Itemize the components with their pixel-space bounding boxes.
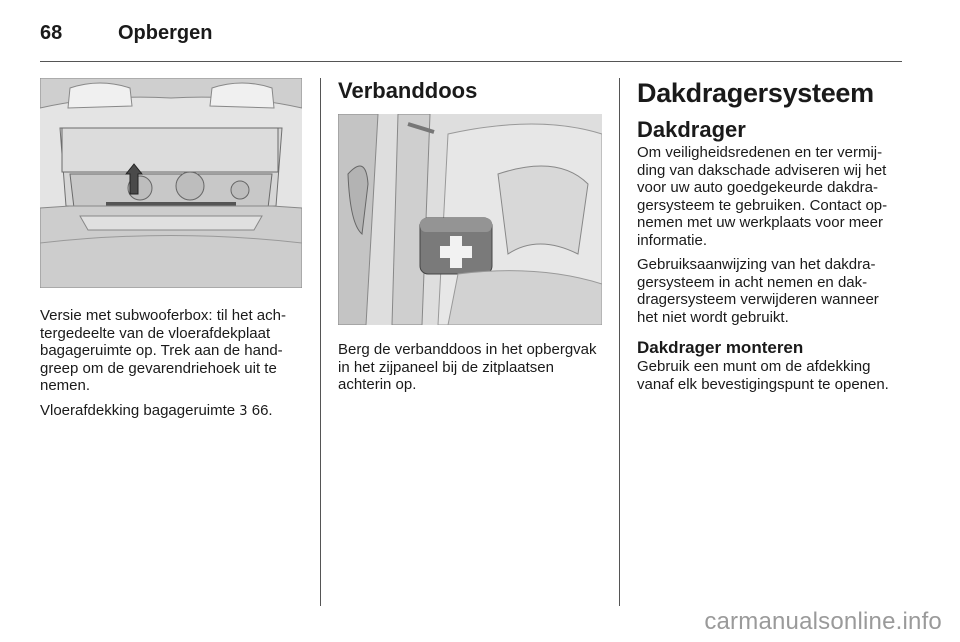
subheading-roof-rack: Dakdrager (637, 117, 746, 142)
section-title: Opbergen (118, 21, 213, 44)
figure-caption: Versie met subwooferbox: til het achtergedeelte van de vloerafdekplaat bagageruimte op. Trek aan de handgreep om de gevarendriehoek uit te nemen. (40, 307, 286, 394)
first-aid-kit-text: Berg de verbanddoos in het opbergvak in het zijpaneel bij de zitplaatsen achterin op. (338, 341, 597, 393)
section-heading-first-aid-kit: Verbanddoos (338, 78, 478, 103)
cross-reference-page: 66. (251, 401, 273, 419)
page-reference-arrow-icon: 3 (239, 403, 248, 419)
header-rule (40, 61, 902, 62)
column-2 (338, 78, 602, 394)
page-header (40, 18, 212, 48)
column-divider-2 (619, 78, 620, 606)
watermark: carmanualsonline.info (704, 608, 942, 635)
subheading-mount-roof-rack: Dakdrager monteren (637, 338, 804, 357)
column-1 (40, 78, 302, 420)
section-heading-roof-rack-system: Dakdragersysteem (637, 78, 874, 108)
roof-rack-paragraph-2: Gebruiksaanwijzing van het dakdragersysteem in acht nemen en dakdragersysteem verwijderen wanneer het niet wordt gebruikt. (637, 256, 879, 326)
cross-reference-label: Vloerafdekking bagageruimte (40, 401, 236, 419)
mount-roof-rack-paragraph: Gebruik een munt om de afdekking vanaf elk bevestigingspunt te openen. (637, 358, 889, 393)
trunk-floor-illustration (40, 78, 302, 288)
column-3 (637, 78, 903, 393)
column-divider-1 (320, 78, 321, 606)
cross-reference (40, 402, 302, 421)
first-aid-kit-illustration (338, 114, 602, 325)
page-number: 68 (40, 21, 63, 44)
roof-rack-paragraph-1: Om veiligheidsredenen en ter vermijding van dakschade adviseren wij het voor uw auto goedgekeurde dakdragersysteem te gebruiken. Contact opnemen met uw werkplaats voor meer informatie. (637, 144, 888, 249)
